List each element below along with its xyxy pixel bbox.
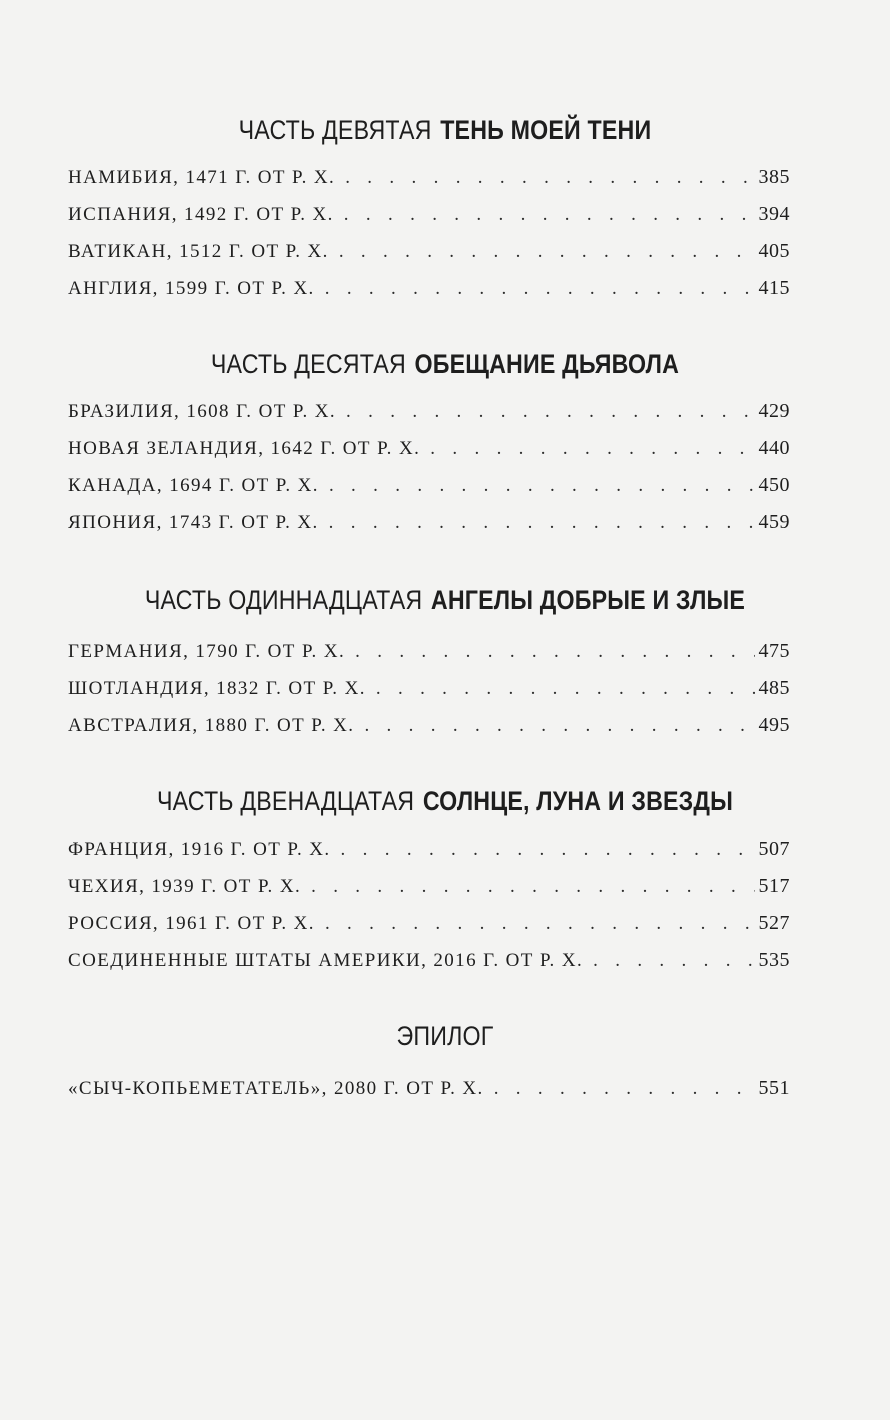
toc-entry[interactable] [68, 1077, 790, 1114]
part-heading [62, 580, 827, 620]
entry-label: ЧЕХИЯ, 1939 Г. ОТ Р. Х. [68, 876, 302, 897]
part-heading [62, 344, 827, 384]
toc-entry[interactable] [68, 474, 790, 511]
part-number: ЧАСТЬ ДЕСЯТАЯ [210, 349, 406, 379]
toc-entry[interactable] [68, 640, 790, 677]
entry-page-number: 459 [758, 511, 790, 533]
leader-dots [364, 715, 754, 737]
entry-page-number: 551 [758, 1077, 790, 1099]
part-section [0, 580, 890, 620]
entry-label: РОССИЯ, 1961 Г. ОТ Р. Х. [68, 913, 315, 934]
entry-page-number: 535 [758, 949, 790, 971]
leader-dots [325, 913, 755, 935]
part-number: ЧАСТЬ ДВЕНАДЦАТАЯ [156, 786, 415, 816]
part-section [0, 1016, 890, 1056]
part-heading [62, 1016, 827, 1056]
part-number: ЧАСТЬ ОДИННАДЦАТАЯ [144, 585, 423, 615]
entry-label: АНГЛИЯ, 1599 Г. ОТ Р. Х. [68, 278, 315, 299]
entry-page-number: 475 [758, 640, 790, 662]
entry-label: СОЕДИНЕННЫЕ ШТАТЫ АМЕРИКИ, 2016 Г. ОТ Р. Х. [68, 950, 584, 971]
toc-entry[interactable] [68, 714, 790, 751]
part-title: АНГЕЛЫ ДОБРЫЕ И ЗЛЫЕ [430, 585, 746, 615]
leader-dots [355, 641, 754, 663]
entry-list [68, 838, 790, 986]
entry-page-number: 527 [758, 912, 790, 934]
entry-label: БРАЗИЛИЯ, 1608 Г. ОТ Р. Х. [68, 401, 337, 422]
entry-label: «СЫЧ-КОПЬЕМЕТАТЕЛЬ», 2080 Г. ОТ Р. Х. [68, 1078, 484, 1099]
toc-entry[interactable] [68, 949, 790, 986]
toc-entry[interactable] [68, 875, 790, 912]
toc-entry[interactable] [68, 912, 790, 949]
part-heading [62, 781, 827, 821]
entry-page-number: 429 [758, 400, 790, 422]
leader-dots [344, 204, 755, 226]
toc-entry[interactable] [68, 240, 790, 277]
part-title: ТЕНЬ МОЕЙ ТЕНИ [440, 115, 652, 145]
leader-dots [376, 678, 755, 700]
toc-entry[interactable] [68, 203, 790, 240]
leader-dots [346, 401, 754, 423]
leader-dots [311, 876, 754, 898]
entry-page-number: 394 [758, 203, 790, 225]
part-section [0, 110, 890, 150]
part-number: ЭПИЛОГ [396, 1021, 494, 1051]
entry-list [68, 640, 790, 751]
leader-dots [329, 512, 755, 534]
toc-entry[interactable] [68, 511, 790, 548]
entry-list [68, 400, 790, 548]
entry-label: КАНАДА, 1694 Г. ОТ Р. Х. [68, 475, 319, 496]
part-title: ОБЕЩАНИЕ ДЬЯВОЛА [414, 349, 680, 379]
leader-dots [345, 167, 754, 189]
part-number: ЧАСТЬ ДЕВЯТАЯ [238, 115, 432, 145]
toc-entry[interactable] [68, 437, 790, 474]
leader-dots [494, 1078, 755, 1100]
leader-dots [329, 475, 755, 497]
entry-label: ГЕРМАНИЯ, 1790 Г. ОТ Р. Х. [68, 641, 346, 662]
entry-page-number: 507 [758, 838, 790, 860]
leader-dots [430, 438, 754, 460]
leader-dots [341, 839, 755, 861]
part-section [0, 781, 890, 821]
part-section [0, 344, 890, 384]
entry-page-number: 495 [758, 714, 790, 736]
leader-dots [339, 241, 755, 263]
entry-label: ШОТЛАНДИЯ, 1832 Г. ОТ Р. Х. [68, 678, 366, 699]
entry-label: ФРАНЦИЯ, 1916 Г. ОТ Р. Х. [68, 839, 331, 860]
part-title: СОЛНЦЕ, ЛУНА И ЗВЕЗДЫ [422, 786, 734, 816]
entry-label: ИСПАНИЯ, 1492 Г. ОТ Р. Х. [68, 204, 334, 225]
toc-entry[interactable] [68, 838, 790, 875]
entry-page-number: 385 [758, 166, 790, 188]
entry-page-number: 415 [758, 277, 790, 299]
part-heading [62, 110, 827, 150]
toc-entry[interactable] [68, 277, 790, 314]
toc-entry[interactable] [68, 166, 790, 203]
entry-page-number: 450 [758, 474, 790, 496]
leader-dots [593, 950, 754, 972]
entry-list [68, 1077, 790, 1114]
entry-label: ВАТИКАН, 1512 Г. ОТ Р. Х. [68, 241, 329, 262]
entry-list [68, 166, 790, 314]
leader-dots [325, 278, 755, 300]
entry-label: НАМИБИЯ, 1471 Г. ОТ Р. Х. [68, 167, 336, 188]
entry-page-number: 405 [758, 240, 790, 262]
toc-entry[interactable] [68, 400, 790, 437]
entry-label: АВСТРАЛИЯ, 1880 Г. ОТ Р. Х. [68, 715, 355, 736]
entry-page-number: 485 [758, 677, 790, 699]
entry-page-number: 440 [758, 437, 790, 459]
toc-entry[interactable] [68, 677, 790, 714]
entry-label: НОВАЯ ЗЕЛАНДИЯ, 1642 Г. ОТ Р. Х. [68, 438, 421, 459]
entry-page-number: 517 [758, 875, 790, 897]
entry-label: ЯПОНИЯ, 1743 Г. ОТ Р. Х. [68, 512, 319, 533]
